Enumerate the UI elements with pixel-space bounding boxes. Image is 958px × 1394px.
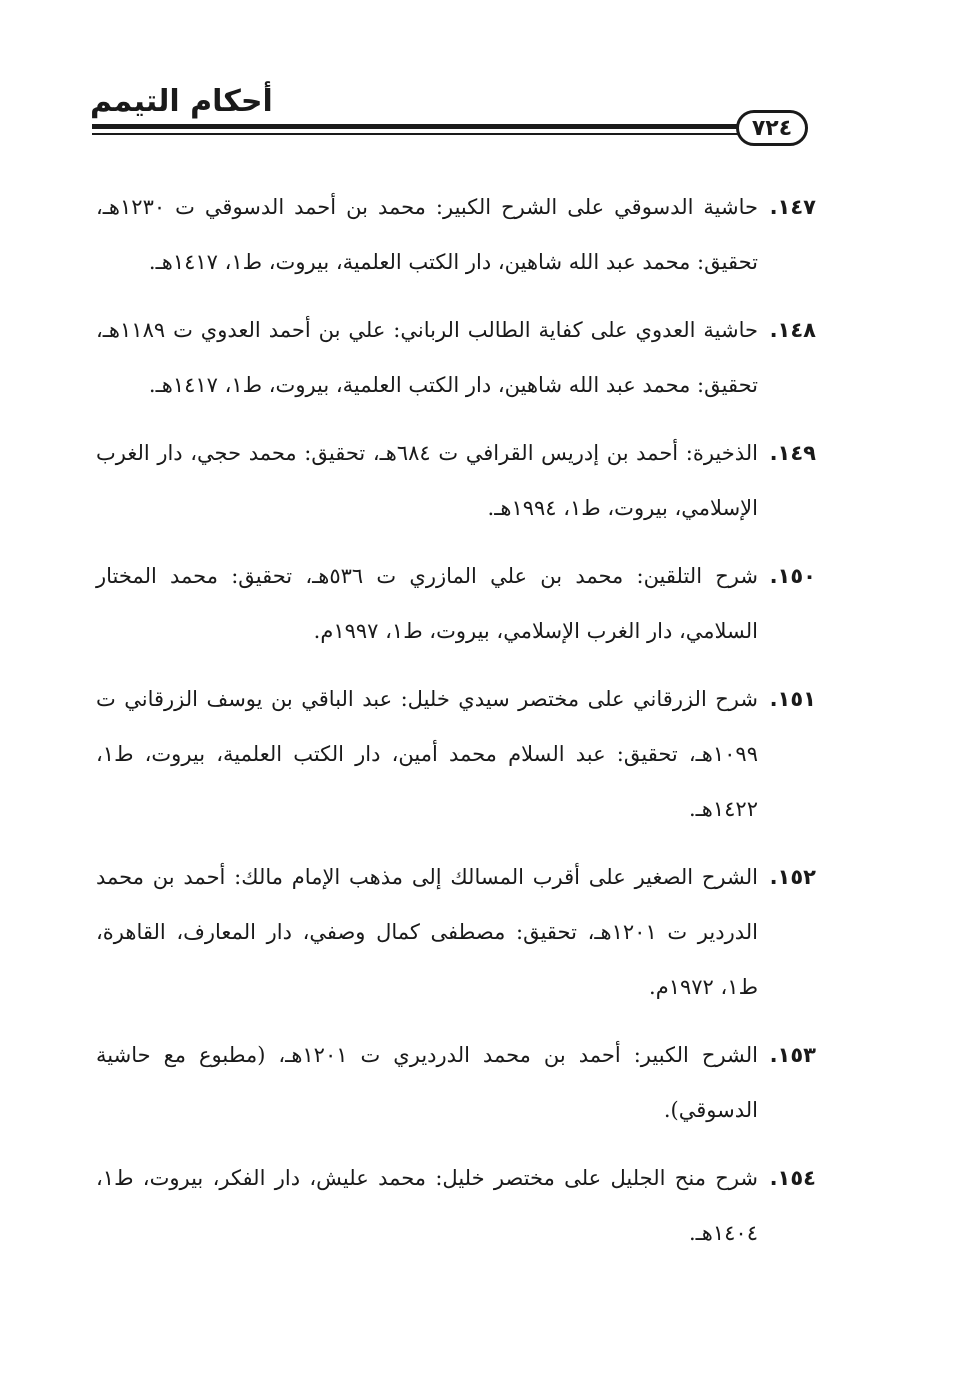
reference-item-150 <box>96 549 816 659</box>
page-number: ٧٢٤ <box>736 110 808 146</box>
reference-item-147 <box>96 180 816 290</box>
running-head-title: أحكام التيمم <box>90 84 273 119</box>
reference-text: الذخيرة: أحمد بن إدريس القرافي ت ٦٨٤هـ، تحقيق: محمد حجي، دار الغرب الإسلامي، بيروت، ط١، ١٩٩٤هـ. <box>96 441 758 520</box>
reference-number: ١٥٢. <box>769 865 816 889</box>
reference-text: الشرح الصغير على أقرب المسالك إلى مذهب الإمام مالك: أحمد بن محمد الدردير ت ١٢٠١هـ، تحقيق: مصطفى كمال وصفي، دار المعارف، القاهرة، ط١، ١٩٧٢م. <box>96 865 758 999</box>
reference-number: ١٥٤. <box>769 1166 816 1190</box>
reference-number: ١٥٣. <box>769 1043 816 1067</box>
reference-text: حاشية الدسوقي على الشرح الكبير: محمد بن أحمد الدسوقي ت ١٢٣٠هـ، تحقيق: محمد عبد الله شاهين، دار الكتب العلمية، بيروت، ط١، ١٤١٧هـ. <box>96 195 758 274</box>
reference-text: شرح الزرقاني على مختصر سيدي خليل: عبد الباقي بن يوسف الزرقاني ت ١٠٩٩هـ، تحقيق: عبد السلام محمد أمين، دار الكتب العلمية، بيروت، ط١، ١٤٢٢هـ. <box>96 687 758 821</box>
reference-item-151 <box>96 672 816 837</box>
reference-text: حاشية العدوي على كفاية الطالب الرباني: علي بن أحمد العدوي ت ١١٨٩هـ، تحقيق: محمد عبد الله شاهين، دار الكتب العلمية، بيروت، ط١، ١٤١٧هـ. <box>96 318 758 397</box>
reference-text: الشرح الكبير: أحمد بن محمد الدرديري ت ١٢٠١هـ، (مطبوع مع حاشية الدسوقي). <box>96 1043 758 1122</box>
reference-number: ١٤٨. <box>769 318 816 342</box>
reference-list <box>96 180 816 1274</box>
header-rule-thin <box>92 133 742 135</box>
reference-item-152 <box>96 850 816 1015</box>
reference-text: شرح منح الجليل على مختصر خليل: محمد عليش، دار الفكر، بيروت، ط١، ١٤٠٤هـ. <box>96 1166 758 1245</box>
reference-item-149 <box>96 426 816 536</box>
reference-text: شرح التلقين: محمد بن علي المازري ت ٥٣٦هـ، تحقيق: محمد المختار السلامي، دار الغرب الإسلامي، بيروت، ط١، ١٩٩٧م. <box>96 564 758 643</box>
header-rule-thick <box>92 124 742 129</box>
reference-item-153 <box>96 1028 816 1138</box>
reference-number: ١٤٧. <box>769 195 816 219</box>
reference-number: ١٥١. <box>769 687 816 711</box>
reference-number: ١٤٩. <box>769 441 816 465</box>
reference-number: ١٥٠. <box>769 564 816 588</box>
reference-item-154 <box>96 1151 816 1261</box>
reference-item-148 <box>96 303 816 413</box>
